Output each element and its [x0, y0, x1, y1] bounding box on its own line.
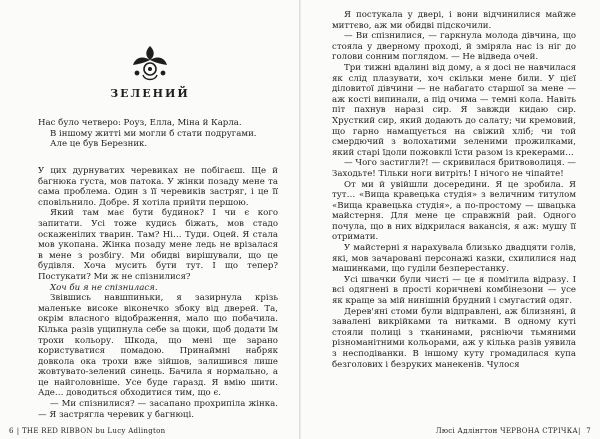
- paragraph: Дерев'яні стоми були відправлені, аж білизняні, й завалені викрійками та нитками. В одному куті стояли полиці з тканинами, рясніючи тьмяними різноманітними кольорами, аж у кілька разів уявила з несподіванки. В іншому куту громадилася купа безголових і безруких манекенів. Чулося: [332, 306, 576, 370]
- paragraph: От ми й увійшли досередини. Я це зробила. Я тут… «Вища кравецька студія» з величним титулом «Вища кравецька студія», а по-простому — швацька майстерня. Для мене це справжній рай. Одного почула, що в них відкрилася вакансія, я аж: мушу її отримати.: [332, 179, 576, 243]
- footer-text: THE RED RIBBON bu Lucy Adlington: [21, 427, 166, 435]
- paragraph: Усі швачки були чисті — це я помітила відразу. І всі одягнені в прості коричневі комбінезони — усе як краще за мій нинішній брудний і смугастий одяг.: [332, 274, 576, 307]
- paragraph: Звівшись навшпиньки, я зазирнула крізь маленьке високе віконечко збоку від дверей. Та, окрім власного відображення, мало що побачила. Кілька разів ущипнула себе за щоки, щоб додати їм трохи кольору. Шкода, що мені ще зарано користуватися помадою. Принаймні набряк довкола ока трохи вже зійшов, залишився лише жовтувато-зелений синець. Бачила я нормально, а це найголовніше. Усе буде гаразд. Я вмію шити. Аде… доводиться обходитися тим, що є.: [38, 293, 278, 399]
- paragraph: У майстерні я нарахувала близько двадцяти голів, які, мов зачаровані персонажі казки, схилилися над машинками, що гуділи безперестанку.: [332, 243, 576, 275]
- right-text-block: [332, 10, 576, 370]
- paragraph: — Ви спізнилися, — гаркнула молода дівчина, що стояла у дверному проході, й зміряла нас із ніг до голови сонним поглядом. — Не відведа очей.: [332, 31, 576, 63]
- paragraph: — Чого застигли?! — скривилася бритвоволиця. — Заходьте! Тільки ноги витріть! І нічого не чіпайте!: [332, 158, 576, 179]
- left-text-block-intro: [38, 118, 278, 150]
- paragraph-italic: Хоч би я не спізнилася.: [50, 282, 158, 293]
- floral-ornament-icon: [128, 42, 172, 84]
- page-number: 7: [586, 427, 591, 435]
- paragraph: Але це був Березник.: [50, 139, 148, 150]
- paragraph: Нас було четверо: Роуз, Елла, Міна й Карла.: [38, 118, 242, 128]
- footer-text: Люсі Адлінгтон ЧЕРВОНА СТРІЧКА: [435, 427, 579, 435]
- chapter-title: ЗЕЛЕНИЙ: [110, 87, 190, 100]
- paragraph: Який там має бути будинок? І чи є кого запитати. Усі тоже кудись біжать, мов стадо оскаженілих тварин. Там? Ні… Туди. Оцей. Я стала мов укопана. Жінка позаду мене ледь не врізалася в мене з розбігу. Ми обидві вирішували, що це будівля. Хоча мусить бути тут. І що тепер? Постукати? Ми ж не спізнилися?: [38, 208, 278, 282]
- paragraph: В іншому житті ми могли б стати подругами.: [50, 128, 257, 139]
- right-page: [300, 0, 600, 439]
- paragraph: Я постукала у двері, і вони відчинилися майже миттєво, аж ми обидві підскочили.: [332, 10, 576, 31]
- paragraph: У цих дурнуватих черевиках не побігаєш. Ще й багнюка густа, мов патока. У жінки позаду мене та сама проблема. Один з її черевиків застряг, і це її сповільнило. Добре. Я хотіла прийти першою.: [38, 166, 278, 208]
- left-text-block-main: [38, 166, 278, 420]
- page-number: 6: [9, 427, 14, 435]
- paragraph: — Ми спізнилися? — засапано прохрипіла жінка. — Я застрягла черевик у багнюці.: [38, 399, 278, 420]
- paragraph: Три тижні вдалині від дому, а я досі не навчилася як слід плазувати, хоч скільки мене били. У цієї діловитої дівчини — не набагато старшої за мене — аж кості випинали, а під очима — темні кола. Навіть піт пахнув наразі сир. Я завжди кидаю сир. Хрусткий сир, який додають до салату; чи кремовий, що гарно намащується на свіжий хліб; чи той смердючий з волохатими зеленими прожилками, який старі їдоли пожовклі їсти разом із крекерами…: [332, 62, 576, 158]
- right-footer: Люсі Адлінгтон ЧЕРВОНА СТРІЧКА| 7: [435, 427, 591, 435]
- left-footer: 6 | THE RED RIBBON bu Lucy Adlington: [9, 427, 166, 435]
